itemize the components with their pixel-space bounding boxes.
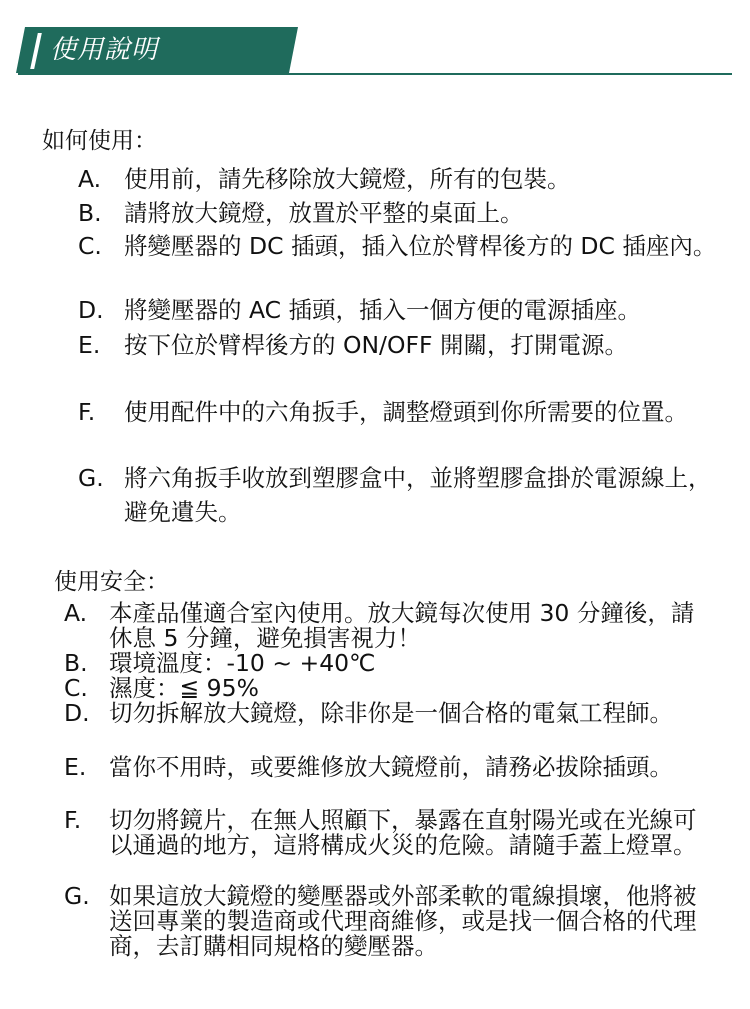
item-text: 請將放大鏡燈，放置於平整的桌面上。 xyxy=(124,199,524,227)
item-text: 切勿拆解放大鏡燈，除非你是一個合格的電氣工程師。 xyxy=(109,699,673,727)
item-text: 按下位於臂桿後方的 ON/OFF 開關，打開電源。 xyxy=(124,331,628,359)
item-letter: A. xyxy=(78,165,102,193)
list-item xyxy=(78,293,718,327)
list-item xyxy=(78,328,718,362)
item-text: 將變壓器的 AC 插頭，插入一個方便的電源插座。 xyxy=(124,296,642,324)
item-letter: G. xyxy=(78,464,104,492)
item-text: 使用前，請先移除放大鏡燈，所有的包裝。 xyxy=(124,165,571,193)
item-letter: D. xyxy=(64,699,90,727)
list-item xyxy=(78,229,718,263)
item-letter: E. xyxy=(78,331,101,359)
list-item xyxy=(64,601,714,651)
item-letter: E. xyxy=(64,753,87,781)
how-to-use-title: 如何使用： xyxy=(42,128,157,154)
item-letter: C. xyxy=(78,232,102,260)
list-item xyxy=(64,701,714,726)
item-letter: F. xyxy=(78,398,96,426)
item-text: 環境溫度：-10 ~ +40℃ xyxy=(109,649,376,677)
item-letter: C. xyxy=(64,674,88,702)
item-text: 當你不用時，或要維修放大鏡燈前，請務必拔除插頭。 xyxy=(109,753,673,781)
item-text: 切勿將鏡片，在無人照顧下，暴露在直射陽光或在光線可以通過的地方，這將構成火災的危險。請隨手蓋上燈罩。 xyxy=(109,806,697,859)
section-header xyxy=(0,0,750,80)
list-item xyxy=(64,884,714,959)
item-letter: D. xyxy=(78,296,104,324)
list-item xyxy=(64,676,714,701)
list-item xyxy=(78,461,718,529)
item-text: 本產品僅適合室內使用。放大鏡每次使用 30 分鐘後，請休息 5 分鐘，避免損害視力！ xyxy=(109,599,695,652)
item-letter: B. xyxy=(78,199,102,227)
item-text: 將變壓器的 DC 插頭，插入位於臂桿後方的 DC 插座內。 xyxy=(124,232,717,260)
safety-title: 使用安全： xyxy=(54,569,169,595)
item-text: 使用配件中的六角扳手，調整燈頭到你所需要的位置。 xyxy=(124,398,688,426)
item-letter: F. xyxy=(64,806,82,834)
header-title: 使用說明 xyxy=(50,35,159,65)
item-letter: B. xyxy=(64,649,88,677)
item-letter: A. xyxy=(64,599,88,627)
list-item xyxy=(78,162,718,196)
item-text: 濕度：≦ 95% xyxy=(109,674,259,702)
list-item xyxy=(78,395,718,429)
item-text: 如果這放大鏡燈的變壓器或外部柔軟的電線損壞，他將被送回專業的製造商或代理商維修，或是找一個合格的代理商，去訂購相同規格的變壓器。 xyxy=(109,882,697,960)
header-rule xyxy=(18,73,732,75)
list-item xyxy=(64,808,714,858)
list-item xyxy=(78,196,718,230)
item-text: 將六角扳手收放到塑膠盒中，並將塑膠盒掛於電源線上，避免遺失。 xyxy=(124,464,712,526)
list-item xyxy=(64,755,714,780)
list-item xyxy=(64,651,714,676)
item-letter: G. xyxy=(64,882,90,910)
